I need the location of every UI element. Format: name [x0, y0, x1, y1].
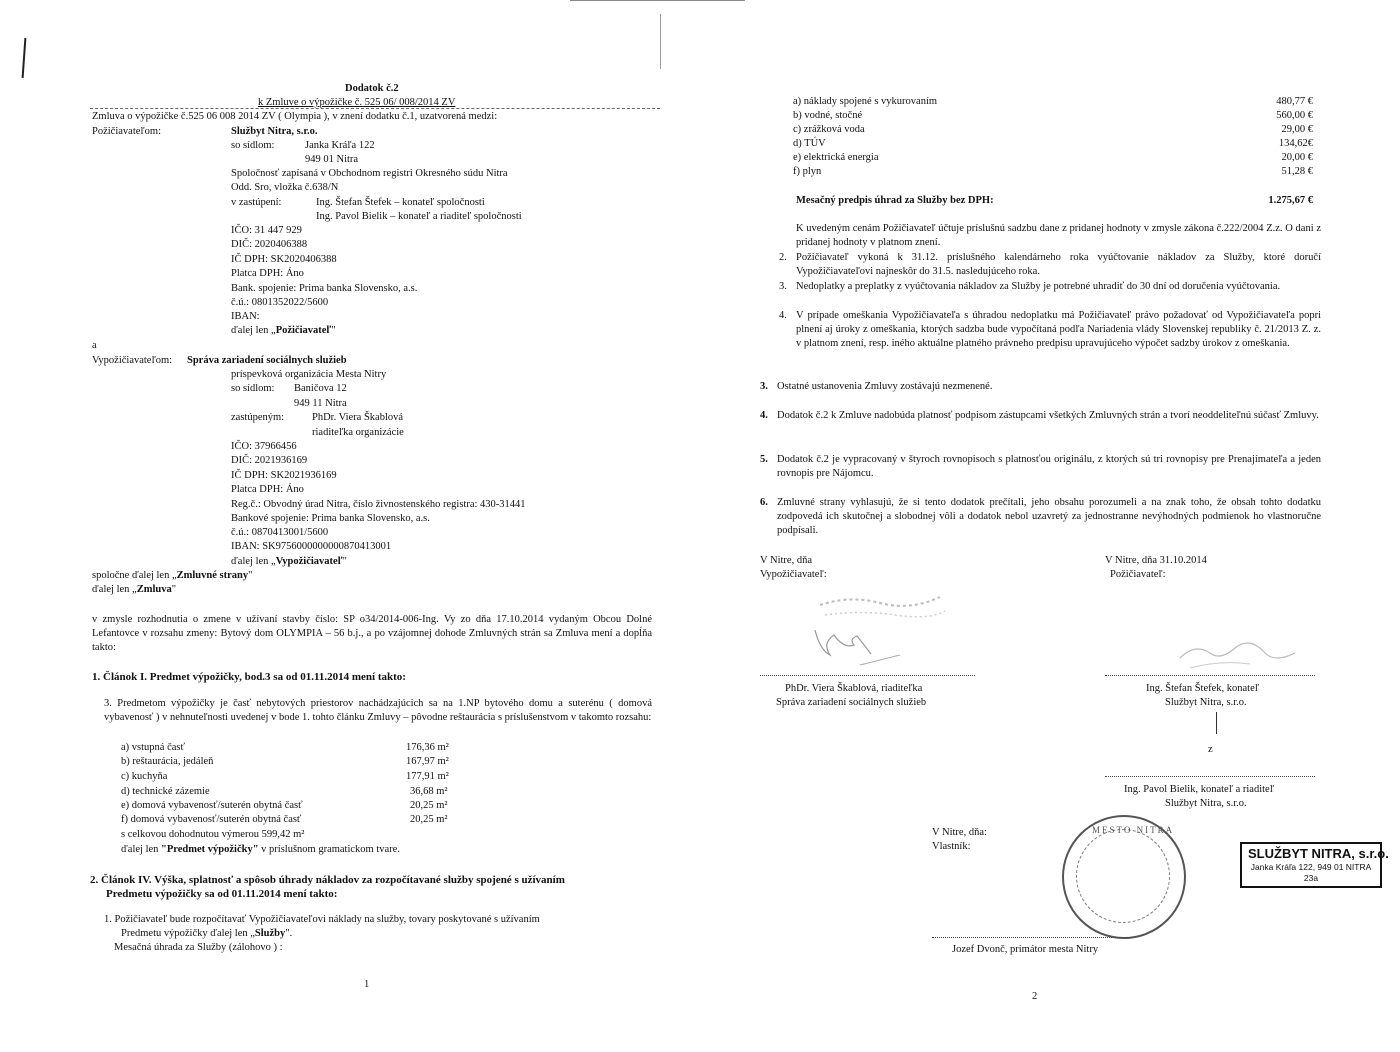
city-stamp-inner [1076, 829, 1170, 923]
point-number: 3. [779, 281, 787, 292]
page-number: 2 [1032, 991, 1038, 1002]
mark-z: z [1208, 744, 1213, 755]
borrower-seat-label: so sídlom: [231, 383, 275, 394]
borrower-org: príspevková organizácia Mesta Nitry [231, 369, 387, 380]
borrower-bank: Bankové spojenie: Prima banka Slovensko, a.s. [231, 513, 430, 524]
section-3: Ostatné ustanovenia Zmluvy zostávajú nezmenené. [777, 381, 993, 392]
place-right: V Nitre, dňa 31.10.2014 [1105, 555, 1207, 566]
total-area: s celkovou dohodnutou výmerou 599,42 m² [121, 829, 305, 840]
parties-alias: spoločne ďalej len „Zmluvné strany" [92, 570, 253, 581]
area-value: 176,36 m² [406, 742, 449, 753]
area-label: f) domová vybavenosť/suterén obytná časť [121, 814, 302, 825]
point-4: V prípade omeškania Vypožičiavateľa s úhradou nedoplatku má Požičiavateľ právo požadovať od Vypožičiavateľa popri plnení aj úroky z omeškania, ktorých sadzba bude vypočítaná podľa Nariadenia vlády Slovenskej republiky č. 21/2013 Z. z. v platnom znení, resp. iného aktuálne platného právneho predpisu upravujúceho výpočet sadzby úrokov z omeškania. [796, 310, 1321, 349]
document-subtitle: k Zmluve o výpožičke č. 525 06/ 008/2014 ZV [258, 97, 456, 108]
lender-vat: Platca DPH: Áno [231, 268, 304, 279]
signature-line [760, 675, 975, 676]
city-stamp [1062, 815, 1186, 939]
monthly-total-value: 1.275,67 € [1268, 195, 1313, 206]
lender-rep-2: Ing. Pavol Bielik – konateľ a riaditeľ spoločnosti [316, 211, 522, 222]
owner-name: Jozef Dvonč, primátor mesta Nitry [952, 944, 1099, 955]
point-number: 2. [779, 252, 787, 263]
subject-alias: ďalej len "Predmet výpožičky" v príslušnom gramatickom tvare. [121, 844, 400, 855]
cost-value: 51,28 € [1281, 166, 1313, 177]
lender-iban: IBAN: [231, 311, 260, 322]
contract-alias: ďalej len „Zmluva" [92, 584, 176, 595]
cost-label: f) plyn [793, 166, 822, 177]
borrower-name: Správa zariadení sociálnych služieb [187, 355, 347, 366]
decision-paragraph: v zmysle rozhodnutia o zmene v užívaní stavby číslo: SP o34/2014-006-Ing. Vy zo dňa 17.10.2014 vydaným Obcou Dolné Lefantovce v rozsahu zmeny: Bytový dom OLYMPIA – 56 b.j., a po vzájomnej dohode Zmluvných strán sa Zmluva mení a dopĺňa takto: [92, 614, 652, 653]
lender-dic: DIČ: 2020406388 [231, 239, 308, 250]
article-1-point-3: 3. Predmetom výpožičky je časť nebytových priestorov nachádzajúcich sa na 1.NP bytového domu a suterénu ( domová vybavenosť ) v nehnuteľnosti uvedenej v bode 1. tohto článku Zmluvy – pôvodne reštaurácia s príslušenstvom v takomto rozsahu: [104, 698, 652, 723]
borrower-street: Baničova 12 [294, 383, 347, 394]
scan-divider [660, 14, 661, 69]
area-label: e) domová vybavenosť/suterén obytná časť [121, 800, 303, 811]
signature-line [1105, 675, 1315, 676]
company-stamp-name: SLUŽBYT NITRA, s.r.o. [1248, 846, 1389, 861]
sig-right-org: Službyt Nitra, s.r.o. [1165, 697, 1247, 708]
sig-right2-org: Službyt Nitra, s.r.o. [1165, 798, 1247, 809]
lender-account: č.ú.: 0801352022/5600 [231, 297, 329, 308]
cost-label: c) zrážková voda [793, 124, 865, 135]
underline [90, 108, 660, 109]
lender-alias: ďalej len „Požičiavateľ" [231, 325, 336, 336]
lender-city: 949 01 Nitra [305, 154, 359, 165]
borrower-reg: Reg.č.: Obvodný úrad Nitra, číslo živnostenského registra: 430-31441 [231, 499, 526, 510]
article-4-point-1-line-2: Predmetu výpožičky ďalej len „Služby". [121, 928, 293, 939]
area-value: 177,91 m² [406, 771, 449, 782]
lender-name: Službyt Nitra, s.r.o. [231, 126, 318, 137]
lender-bank: Bank. spojenie: Prima banka Slovensko, a.s. [231, 283, 418, 294]
area-value: 20,25 m² [410, 800, 448, 811]
borrower-account: č.ú.: 0870413001/5600 [231, 527, 329, 538]
article-4-point-1: 1. Požičiavateľ bude rozpočítavať Vypožičiavateľovi náklady na služby, tovary poskytované s užívaním [104, 914, 540, 925]
lender-register-2: Odd. Sro, vložka č.638/N [231, 182, 339, 193]
borrower-icdph: IČ DPH: SK2021936169 [231, 470, 337, 481]
sig-right-name: Ing. Štefan Štefek, konateľ [1146, 683, 1260, 694]
area-label: d) technické zázemie [121, 786, 210, 797]
area-label: a) vstupná časť [121, 742, 185, 753]
company-stamp [1240, 842, 1389, 888]
section-number: 5. [760, 454, 768, 465]
intro-text: Zmluva o výpožičke č.525 06 008 2014 ZV ( Olympia ), v znení dodatku č.1, uzatvorená medzi: [92, 111, 498, 122]
article-4-heading: 2. Článok IV. Výška, splatnosť a spôsob úhrady nákladov za rozpočítavané služby spojené s užívaním [90, 874, 565, 886]
cost-label: e) elektrická energia [793, 152, 879, 163]
article-1-heading: 1. Článok I. Predmet výpožičky, bod.3 sa od 01.11.2014 mení takto: [92, 671, 406, 683]
borrower-dic: DIČ: 2021936169 [231, 455, 308, 466]
borrower-rep-1: PhDr. Viera Škablová [312, 412, 404, 423]
page-number: 1 [364, 979, 370, 990]
section-5: Dodatok č.2 je vypracovaný v štyroch rovnopisoch s platnosťou originálu, z ktorých sú tri rovnopisy pre Prenajímateľa a jeden rovnopis pre Nájomcu. [777, 454, 1321, 479]
area-label: c) kuchyňa [121, 771, 168, 782]
monthly-total-label: Mesačný predpis úhrad za Služby bez DPH: [796, 195, 994, 206]
company-stamp-address: Janka Kráľa 122, 949 01 NITRA [1250, 862, 1372, 872]
owner-label: Vlastník: [932, 841, 971, 852]
area-value: 36,68 m² [410, 786, 448, 797]
section-number: 4. [760, 410, 768, 421]
borrower-rep-2: riaditeľka organizácie [312, 427, 404, 438]
borrower-label: Vypožičiavateľom: [92, 355, 173, 366]
lender-rep-1: Ing. Štefan Štefek – konateľ spoločnosti [316, 197, 485, 208]
owner-place: V Nitre, dňa: [932, 827, 987, 838]
mark [1216, 712, 1217, 734]
borrower-iban: IBAN: SK9756000000000870413001 [231, 541, 392, 552]
lender-street: Janka Kráľa 122 [305, 140, 375, 151]
lender-label: Požičiavateľom: [92, 126, 161, 137]
borrower-ico: IČO: 37966456 [231, 441, 297, 452]
cost-value: 560,00 € [1276, 110, 1313, 121]
section-6: Zmluvné strany vyhlasujú, že si tento dodatok prečítali, jeho obsahu porozumeli a na znak toho, že obsah tohto dodatku zodpovedá ich skutočnej a slobodnej vôli a dodatok nebol uzavretý za jednostranne nevýhodných podmienok ho vlastnoručne podpísali. [777, 497, 1321, 536]
company-stamp-number: 23a [1303, 873, 1319, 883]
point-2: Požičiavateľ vykoná k 31.12. príslušného kalendárneho roka vyúčtovanie nákladov za Služby, ktoré doručí Vypožičiavateľovi najneskôr do 31.5. nasledujúceho roka. [796, 252, 1321, 277]
section-number: 3. [760, 381, 768, 392]
borrower-alias: ďalej len „Vypožičiavateľ" [231, 556, 347, 567]
scan-divider [570, 0, 745, 1]
cost-label: b) vodné, stočné [793, 110, 863, 121]
sig-left-name: PhDr. Viera Škablová, riaditeľka [785, 683, 923, 694]
signature-line [1105, 776, 1315, 777]
role-left: Vypožičiavateľ: [760, 569, 827, 580]
area-value: 20,25 m² [410, 814, 448, 825]
borrower-city: 949 11 Nitra [294, 398, 347, 409]
and-word: a [92, 340, 97, 351]
borrower-vat: Platca DPH: Áno [231, 484, 304, 495]
lender-seat-label: so sídlom: [231, 140, 275, 151]
cost-label: a) náklady spojené s vykurovaním [793, 96, 938, 107]
area-label: b) reštaurácia, jedáleň [121, 756, 214, 767]
signature-left [800, 585, 960, 675]
sig-left-org: Správa zariadení sociálnych služieb [776, 697, 927, 708]
point-3: Nedoplatky a preplatky z vyúčtovania nákladov za Služby je potrebné uhradiť do 30 dní od doručenia vyúčtovania. [796, 281, 1281, 292]
role-right: Požičiavateľ: [1110, 569, 1166, 580]
cost-label: d) TÚV [793, 138, 826, 149]
section-number: 6. [760, 497, 768, 508]
borrower-rep-label: zastúpeným: [231, 412, 285, 423]
scan-mark [22, 38, 27, 78]
place-left: V Nitre, dňa [760, 555, 813, 566]
lender-rep-label: v zastúpení: [231, 197, 282, 208]
vat-note: K uvedeným cenám Požičiavateľ účtuje príslušnú sadzbu dane z pridanej hodnoty v zmysle zákona č.222/2004 Z.z. O dani z pridanej hodnoty v platnom znení. [796, 223, 1321, 248]
cost-value: 134,62€ [1278, 138, 1313, 149]
cost-value: 480,77 € [1276, 96, 1313, 107]
monthly-payment-label: Mesačná úhrada za Služby (zálohovo ) : [114, 942, 283, 953]
document-title: Dodatok č.2 [345, 83, 399, 94]
cost-value: 29,00 € [1281, 124, 1313, 135]
article-4-heading-2: Predmetu výpožičky sa od 01.11.2014 mení takto: [106, 888, 338, 900]
point-number: 4. [779, 310, 787, 321]
lender-ico: IČO: 31 447 929 [231, 225, 302, 236]
section-4: Dodatok č.2 k Zmluve nadobúda platnosť podpisom zástupcami všetkých Zmluvných strán a tvorí neoddeliteľnú súčasť Zmluvy. [777, 410, 1319, 421]
signature-line [932, 937, 1132, 938]
signature-right [1170, 628, 1310, 678]
lender-register: Spoločnosť zapísaná v Obchodnom registri Okresného súdu Nitra [231, 168, 508, 179]
cost-value: 20,00 € [1281, 152, 1313, 163]
city-stamp-text: MESTO NITRA [1092, 825, 1175, 835]
sig-right2-name: Ing. Pavol Bielik, konateľ a riaditeľ [1124, 784, 1274, 795]
area-value: 167,97 m² [406, 756, 449, 767]
lender-icdph: IČ DPH: SK2020406388 [231, 254, 337, 265]
